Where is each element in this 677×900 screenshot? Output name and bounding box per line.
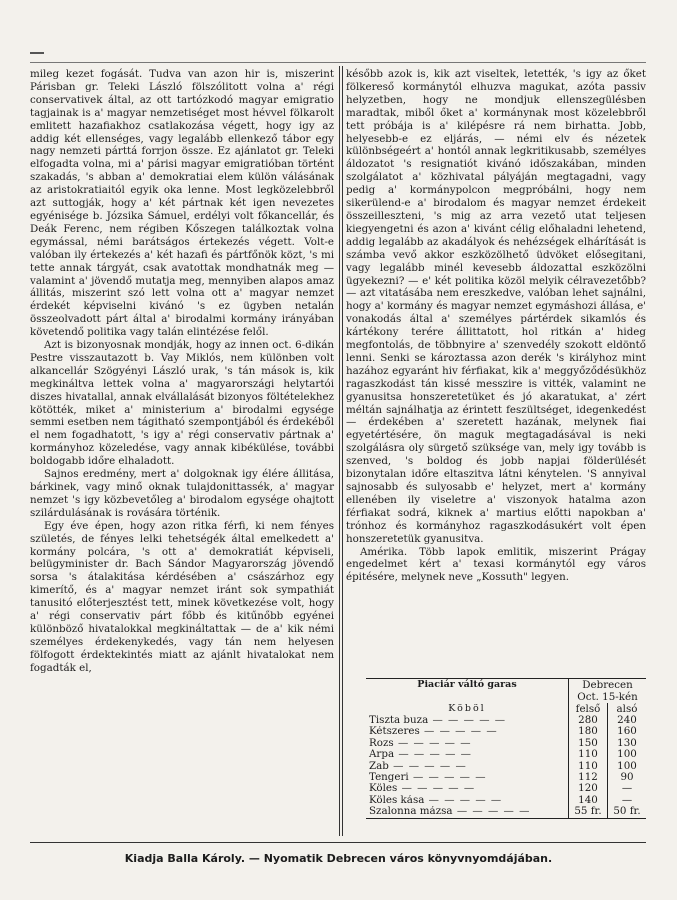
price-low: — [608,795,647,806]
left-paragraph-3: Sajnos eredmény, mert a' dolgoknak igy élére állitása, bárkinek, vagy minő oknak tulajdonittassék, a' magyar nemzet 's igy közbevetőleg a' birodalom egysége ohajtott szilárdulásának is rovására történik. [30,468,334,519]
price-table-city: Debrecen [569,679,647,691]
dash-leader: — — — — — [419,726,498,738]
price-row [366,726,646,737]
price-high: 112 [569,772,608,783]
price-col-high: felső [569,703,608,715]
price-row [366,783,646,794]
price-high: 110 [569,749,608,760]
market-price-table [366,678,646,819]
price-low: 100 [608,761,647,772]
price-low: 50 fr. [608,806,647,817]
price-low: 100 [608,749,647,760]
price-low: 130 [608,738,647,749]
commodity-name: Tiszta buza — — — — — [369,715,507,726]
page-corner-mark [30,52,44,54]
price-high: 140 [569,795,608,806]
price-low: 90 [608,772,647,783]
dash-leader: — — — — — [394,749,472,761]
commodity-name: Tengeri — — — — — [369,772,487,784]
price-row [366,761,646,772]
top-rule [30,62,646,63]
price-high: 110 [569,761,608,772]
left-paragraph-4: Egy éve épen, hogy azon ritka férfi, ki nem fényes születés, de fényes lelki tehetségék által emelkedett a' kormány polcára, 's ott a' demokratiát képviseli, belügyminister dr. Bach Sándor Magyarország jövendő sorsa 's átalakitása kérdésében a' császárhoz egy kimerítő, és a' magyar nemzet iránt sok sympathiát tanusitó előterjesztést tett, minek következése volt, hogy a' régi conservativ párt főbb és kitűnőbb egyénei különböző hivatalokkal megkináltattak — de a' kik némi személyes érdekenykedés, vagy tán nem helyesen fölfogott érdektekintés miatt az ajánlt hivatalokat nem fogadták el, [30,519,334,674]
dash-leader: — — — — — [393,737,472,749]
right-column [346,68,646,584]
printer-imprint: Kiadja Balla Károly. — Nyomatik Debrecen város könyvnyomdájában. [124,852,553,865]
price-low: — [608,783,647,794]
dash-leader: — — — — — [397,783,476,795]
price-high: 180 [569,726,608,737]
bottom-rule [30,842,646,843]
price-table-title: Piaciár váltó garas [417,679,517,690]
price-row [366,749,646,760]
dash-leader: — — — — — [388,760,467,772]
price-row [366,806,646,817]
commodity-name: Szalonna mázsa — — — — — [369,806,531,818]
price-row [366,772,646,783]
commodity-name: Árpa — — — — — [369,749,472,761]
dash-leader: — — — — — [428,715,507,726]
commodity-name: Zab — — — — — [369,760,467,772]
dash-leader: — — — — — [424,794,503,806]
price-low: 160 [608,726,647,737]
column-divider [339,66,343,836]
price-row [366,738,646,749]
price-high: 280 [569,715,608,726]
commodity-name: Köles — — — — — [369,783,476,795]
price-row [366,715,646,726]
price-high: 55 fr. [569,806,608,817]
commodity-name: Köles kása — — — — — [369,794,503,806]
commodity-name: Rozs — — — — — [369,737,472,749]
left-column [30,68,334,675]
price-high: 120 [569,783,608,794]
left-paragraph-1: mileg kezet fogását. Tudva van azon hir is, miszerint Párisban gr. Teleki László fölszólitott volna a' régi conservativek által, az ott tartózkodó magyar emigratio tagjainak is a' magyar nemzetiséget most hévvel fölkarolt emlitett hazafiakhoz csatlakozása végett, hogy igy az addig két ellenséges, vagy legalább ellenkező tábor egy nagy nemzeti párttá forrjon össze. Ez ajánlatot gr. Teleki elfogadta volna, mi a' párisi magyar emigratióban történt szakadás, 's abban a' demokratiai elem külön válásának az aristokratiaitól egyik oka lenne. Most legközelebbről azt suttogják, hogy a' két pártnak két igen nevezetes egyénisége b. Józsika Sámuel, erdélyi volt főkancellár, és Deák Ferenc, nem régiben Kőszegen találkoztak volna egymással, némi barátságos értekezés végett. Volt-e valóban ily értekezés a' két hazafi és pártfőnök közt, 's mi tette annak tárgyát, csak avatottak mondhatnák meg — valamint a' jövendő mutatja meg, mennyiben alapos amaz állitás, miszerint szó lett volna ott a' magyar nemzet érdekét képviselni kivánó 's ez ügyben netalán összeolvadott párt által a' birodalmi kormány irányában követendő politika vagy talán elintézése felől. [30,68,334,339]
left-paragraph-2: Azt is bizonyosnak mondják, hogy az innen oct. 6-dikán Pestre visszautazott b. Vay Miklós, nem különben volt alkancellár Szögyényi László urak, 's tán mások is, kik megkináltva lettek volna a' magyarországi helytartói diszes hivatallal, annak elvállalását bizonyos föltételekhez kötötték, miket a' ministerium a' birodalmi egysége semmi esetben nem tágitható szempontjából és érdekéből el nem fogadhatott, 's igy a' régi conservativ pártnak a' kormányhoz közeledése, vagy annak kibékülése, további boldogabb időre elhaladott. [30,339,334,468]
price-low: 240 [608,715,647,726]
price-row [366,795,646,806]
price-table-unit: Köböl [448,703,486,714]
right-paragraph-2: Amérika. Több lapok emlitik, miszerint Prágay engedelmet kért a' texasi kormánytól egy város épitésére, melynek neve „Kossuth" legyen. [346,545,646,584]
dash-leader: — — — — — [452,806,531,818]
price-table-date: Oct. 15-kén [569,691,647,703]
right-paragraph-1: később azok is, kik azt viseltek, letették, 's igy az őket fölkereső kormánytól elhuzva magukat, azóta passiv helyzetben, hogy ne mondjuk ellenszegülésben maradtak, miből őket a' kormánynak most közelebbről tett próbája is a' kilépésre rá nem birhatta. Jobb, helyesebb-e ez eljárás, — némi elv és nézetek különbségeért a' hontól annak legkritikusabb, személyes áldozatot 's resignatiót kivánó időszakában, minden szolgálatot a' közhivatal pályáján megtagadni, vagy pedig a' kormánypolcon megpróbálni, hogy nem sikerülend-e a' birodalom és magyar nemzet érdekeit összeilleszteni, 's mig az arra vezető utat teljesen kiegyengetni és azon a' kivánt célig előhaladni lehetend, addig legalább az akadályok és nehézségek elhárítását is számba vevő akkor eszközölhető üdvöket elősegitani, vagy legalább minél kevesebb áldozattal eszközölni ügyekezni? — e' két politika közöl melyik célravezetőbb? — azt vitatásába nem ereszkedve, valóban lehet sajnálni, hogy a' kormány és magyar nemzet egymáshozi állása, e' vonakodás által a' személyes pártérdek sikamlós és kártékony terére állittatott, hol ritkán a' hideg megfontolás, de többnyire a' szenvedély szokott eldöntő lenni. Senki se károztassa azon derék 's királyhoz mint hazához egyaránt hiv férfiakat, kik a' meggyőződésükhöz ragaszkodást tán kissé messzire is vitték, valamint ne gyanusitsa honszeretetüket és jó akaratukat, a' zért méltán sajnálhatja az érintett feszültséget, idegenkedést — érdekében a' szeretett hazának, melynek fiai egyetértésére, ön maguk megtagadásával is neki szolgálásra oly sürgető szüksége van, mely igy tovább is szenved, 's boldog és jobb napjai földerülését bizonytalan időre eltaszitva látni kénytelen. 'S annyival sajnosabb és sulyosabb e' helyzet, mert a' kormány ellenében ily viseletre a' viszonyok hatalma azon férfiakat sodrá, kiknek a' martius előtti napokban a' trónhoz és kormányhoz ragaszkodásukért volt épen honszeretetük gyanusitva. [346,68,646,545]
price-high: 150 [569,738,608,749]
dash-leader: — — — — — [408,772,487,784]
commodity-name: Kétszeres — — — — — [369,726,498,738]
price-col-low: alsó [608,703,647,715]
